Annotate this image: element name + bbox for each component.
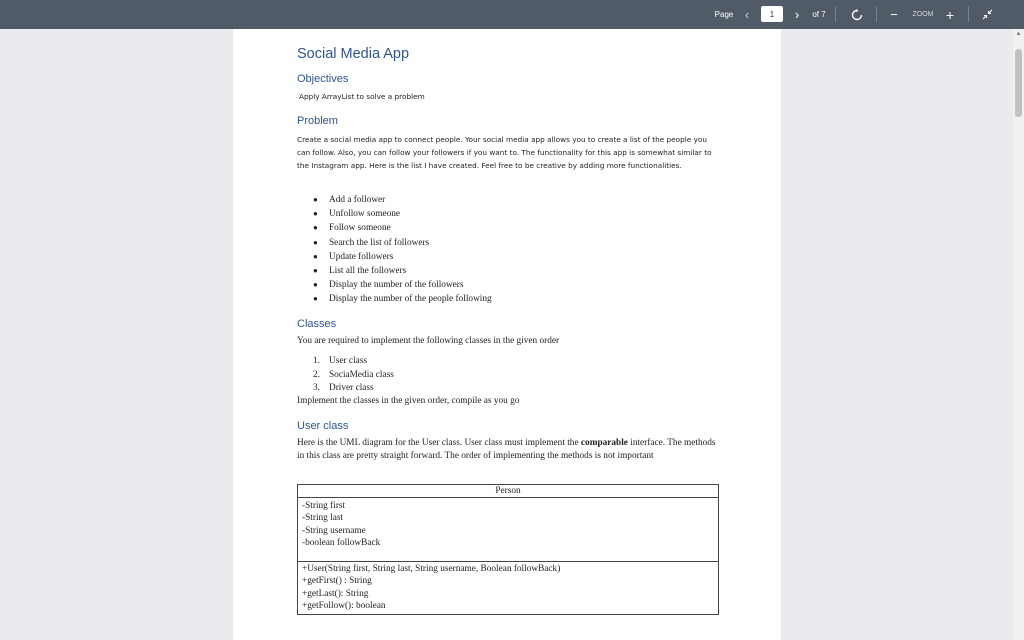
class-list — [313, 355, 394, 396]
next-page-button[interactable] — [790, 0, 804, 29]
zoom-out-button[interactable] — [887, 0, 901, 29]
list-item: ● Display the number of the followers — [313, 278, 492, 292]
feature-list — [313, 193, 492, 307]
bullet-icon: ● — [313, 237, 318, 247]
list-item: 3. Driver class — [313, 383, 374, 393]
chevron-right-icon: › — [794, 7, 800, 22]
uml-diagram — [297, 484, 719, 615]
uml-attribute: -boolean followBack — [302, 538, 381, 549]
bullet-icon: ● — [313, 294, 318, 304]
collapse-icon — [982, 9, 993, 20]
list-item: ● Unfollow someone — [313, 207, 492, 221]
toolbar-divider — [835, 6, 836, 22]
uml-method: +getFollow(): boolean — [302, 601, 386, 612]
bullet-icon: ● — [313, 265, 318, 275]
rotate-button[interactable] — [848, 0, 866, 29]
uml-method: +getFirst() : String — [302, 576, 372, 587]
bullet-icon: ● — [313, 280, 318, 290]
page-number-input[interactable]: 1 — [761, 6, 783, 22]
user-class-text: Here is the UML diagram for the User class. User class must implement the comparable interface. The methods in this class are pretty straight forward. The order of implementing the methods is not important — [297, 438, 716, 461]
plus-icon: + — [945, 6, 955, 23]
zoom-in-button[interactable] — [943, 0, 957, 29]
page-label: Page — [714, 10, 734, 19]
objectives-heading: Objectives — [297, 73, 349, 85]
rotate-icon — [851, 9, 863, 21]
toolbar-divider — [876, 6, 877, 22]
user-class-heading: User class — [297, 420, 349, 432]
minus-icon: − — [890, 7, 898, 22]
classes-intro: You are required to implement the following classes in the given order — [297, 336, 560, 346]
bullet-icon: ● — [313, 251, 318, 261]
list-item: ● Search the list of followers — [313, 236, 492, 250]
list-item: ● List all the followers — [313, 264, 492, 278]
bullet-icon: ● — [313, 223, 318, 233]
classes-outro: Implement the classes in the given order, compile as you go — [297, 396, 520, 406]
list-item: ● Add a follower — [313, 193, 492, 207]
uml-attribute: -String last — [302, 513, 344, 524]
bullet-icon: ● — [313, 195, 318, 204]
uml-attribute: -String first — [302, 501, 346, 511]
viewer-toolbar — [0, 0, 1024, 29]
classes-heading: Classes — [297, 318, 337, 330]
uml-class-name: Person — [298, 485, 718, 498]
chevron-left-icon: ‹ — [744, 7, 750, 22]
uml-attribute: -String username — [302, 525, 366, 536]
document-title: Social Media App — [297, 46, 410, 62]
scroll-up-icon[interactable]: ▲ — [1015, 31, 1022, 37]
list-item: ● Follow someone — [313, 221, 492, 235]
scrollbar-thumb[interactable] — [1015, 49, 1022, 117]
list-item: ● Display the number of the people following — [313, 292, 492, 306]
uml-method: +User(String first, String last, String username, Boolean followBack) — [302, 564, 561, 574]
page-count-label: of 7 — [812, 10, 826, 19]
zoom-label: ZOOM — [912, 11, 934, 18]
bullet-icon: ● — [313, 209, 318, 219]
problem-heading: Problem — [297, 115, 338, 127]
uml-method: +getLast(): String — [302, 588, 369, 599]
problem-text: Create a social media app to connect people. Your social media app allows you to create a list of the people you can follow. Also, you can follow your followers if you want to. The functionality for this app is somewhat similar to the Instagram app. Here is the list I have created. Feel free to be creative by adding more functionalities. — [297, 135, 712, 170]
objectives-text: Apply ArrayList to solve a problem — [299, 92, 425, 101]
uml-methods — [298, 562, 718, 614]
previous-page-button[interactable] — [740, 0, 754, 29]
uml-attributes — [298, 498, 718, 562]
list-item: 2. SociaMedia class — [313, 369, 394, 380]
document-viewer[interactable] — [0, 29, 1024, 640]
fit-page-button[interactable] — [978, 0, 996, 29]
list-item: 1. User class — [313, 356, 367, 366]
list-item: ● Update followers — [313, 250, 492, 264]
toolbar-divider — [968, 6, 969, 22]
document-page — [233, 29, 781, 640]
vertical-scrollbar[interactable] — [1013, 29, 1024, 640]
